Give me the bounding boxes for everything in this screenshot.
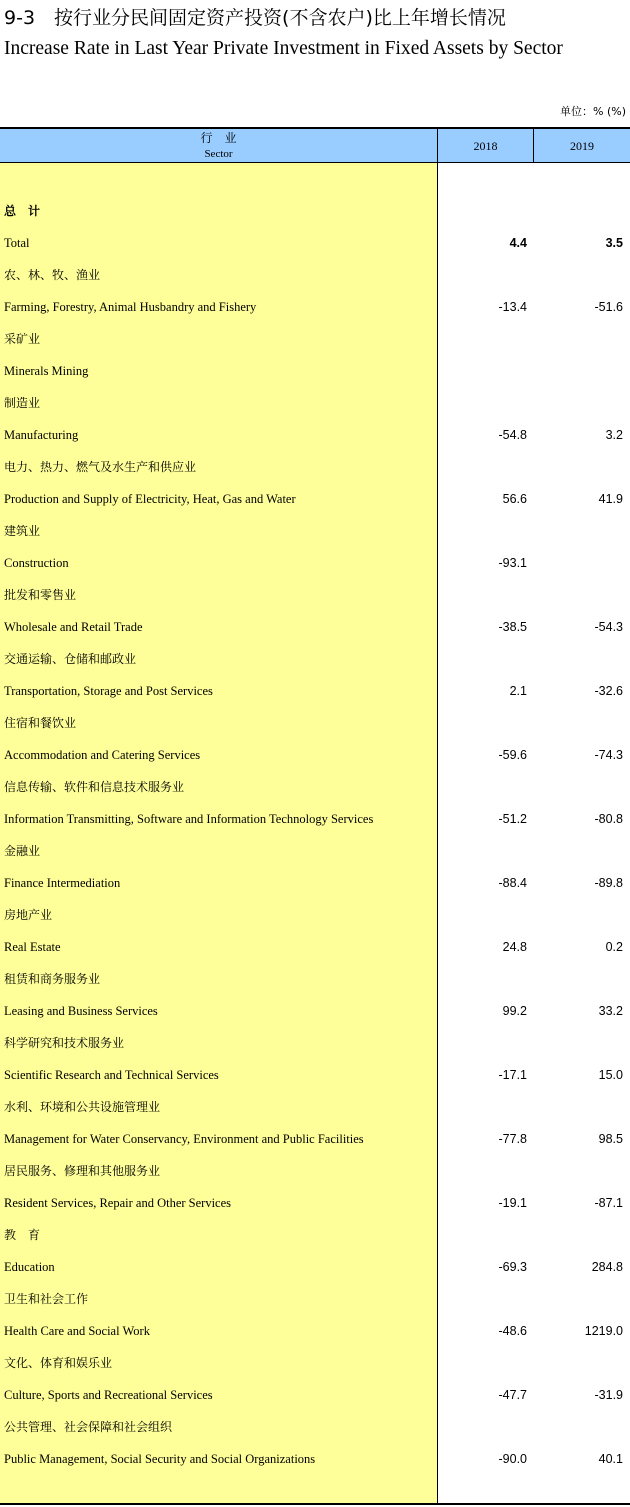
sector-name-cn: 批发和零售业	[4, 588, 77, 602]
table-row-cn	[0, 1411, 630, 1443]
sector-name-cn: 水利、环境和公共设施管理业	[4, 1100, 161, 1114]
value-2018: 4.4	[509, 236, 527, 250]
value-2019: 0.2	[605, 940, 623, 954]
sector-name-en: Management for Water Conservancy, Environment and Public Facilities	[4, 1132, 364, 1146]
value-2019: 40.1	[598, 1452, 623, 1466]
value-2019: -51.6	[594, 300, 623, 314]
sector-name-en: Farming, Forestry, Animal Husbandry and Fishery	[4, 300, 257, 314]
value-2019: 1219.0	[584, 1324, 623, 1338]
table-row-cn	[0, 1091, 630, 1123]
sector-name-en: Accommodation and Catering Services	[4, 748, 201, 762]
table-row	[0, 1187, 630, 1219]
table-row	[0, 995, 630, 1027]
sector-name-en: Public Management, Social Security and Social Organizations	[4, 1452, 316, 1466]
sector-name-en: Leasing and Business Services	[4, 1004, 158, 1018]
table-row-cn	[0, 1219, 630, 1251]
header-year-2018: 2018	[473, 139, 498, 153]
value-2019: 33.2	[598, 1004, 623, 1018]
sector-name-cn: 交通运输、仓储和邮政业	[4, 652, 137, 666]
sector-name-cn: 文化、体育和娱乐业	[4, 1356, 113, 1370]
value-2019: 15.0	[598, 1068, 623, 1082]
sector-name-cn: 信息传输、软件和信息技术服务业	[4, 780, 185, 794]
sector-name-en: Scientific Research and Technical Services	[4, 1068, 219, 1082]
table-row	[0, 739, 630, 771]
value-2018: -13.4	[498, 300, 527, 314]
table-row	[0, 931, 630, 963]
value-2019: 3.2	[605, 428, 623, 442]
sector-name-en: Real Estate	[4, 940, 61, 954]
table-row-cn	[0, 1155, 630, 1187]
table-row	[0, 803, 630, 835]
table-row	[0, 227, 630, 259]
sector-name-en: Finance Intermediation	[4, 876, 121, 890]
sector-name-cn: 教 育	[4, 1228, 41, 1242]
table-row-cn	[0, 451, 630, 483]
value-2018: -77.8	[498, 1132, 527, 1146]
sector-name-cn: 居民服务、修理和其他服务业	[4, 1164, 161, 1178]
value-2018: 56.6	[502, 492, 527, 506]
table-header	[0, 129, 630, 163]
table-row-cn	[0, 643, 630, 675]
table-row-cn	[0, 579, 630, 611]
sector-name-en: Resident Services, Repair and Other Services	[4, 1196, 232, 1210]
table-row	[0, 355, 630, 387]
value-2018: -51.2	[498, 812, 527, 826]
value-2018: 24.8	[502, 940, 527, 954]
value-2018: -88.4	[498, 876, 527, 890]
table-row-cn	[0, 1283, 630, 1315]
sector-name-cn: 建筑业	[4, 524, 41, 538]
table-row-cn	[0, 963, 630, 995]
sector-name-cn: 金融业	[4, 844, 41, 858]
sector-name-cn: 农、林、牧、渔业	[4, 268, 101, 282]
sector-name-en: Health Care and Social Work	[4, 1324, 150, 1338]
sector-name-en: Construction	[4, 556, 69, 570]
sector-name-cn: 公共管理、社会保障和社会组织	[4, 1420, 173, 1434]
table-row	[0, 867, 630, 899]
value-2018: -54.8	[498, 428, 527, 442]
sector-name-en: Total	[4, 236, 30, 250]
value-2019: -87.1	[594, 1196, 623, 1210]
value-2019: -89.8	[594, 876, 623, 890]
value-2018: -69.3	[498, 1260, 527, 1274]
sector-name-cn: 电力、热力、燃气及水生产和供应业	[4, 460, 197, 474]
header-sector-cn: 行 业	[200, 131, 237, 145]
table-row-cn	[0, 1027, 630, 1059]
data-table	[0, 127, 630, 1506]
sector-name-cn: 总 计	[4, 204, 41, 218]
sector-name-cn: 租赁和商务服务业	[4, 972, 101, 986]
table-row-cn	[0, 195, 630, 227]
table-row-cn	[0, 771, 630, 803]
table-row	[0, 1315, 630, 1347]
value-2019: -74.3	[594, 748, 623, 762]
value-2019: 284.8	[591, 1260, 623, 1274]
value-2019: 98.5	[598, 1132, 623, 1146]
value-2018: 2.1	[509, 684, 527, 698]
table-row	[0, 1123, 630, 1155]
value-2018: -17.1	[498, 1068, 527, 1082]
sector-name-en: Production and Supply of Electricity, Heat, Gas and Water	[4, 492, 296, 506]
unit-label: 单位：% (%)	[560, 105, 626, 118]
sector-name-en: Transportation, Storage and Post Services	[4, 684, 213, 698]
table-row	[0, 1443, 630, 1475]
sector-name-en: Wholesale and Retail Trade	[4, 620, 143, 634]
value-2018: -48.6	[498, 1324, 527, 1338]
value-2018: -90.0	[498, 1452, 527, 1466]
sector-name-cn: 制造业	[4, 396, 41, 410]
sector-name-en: Education	[4, 1260, 55, 1274]
table-row	[0, 483, 630, 515]
table-row-cn	[0, 515, 630, 547]
sector-name-cn: 采矿业	[4, 332, 41, 346]
value-2019: -54.3	[594, 620, 623, 634]
table-row-cn	[0, 835, 630, 867]
header-sector	[0, 129, 437, 163]
value-2018: -93.1	[498, 556, 527, 570]
sector-name-cn: 房地产业	[4, 908, 53, 922]
table-row-cn	[0, 259, 630, 291]
sector-name-cn: 科学研究和技术服务业	[4, 1036, 125, 1050]
value-2018: -59.6	[498, 748, 527, 762]
table-row	[0, 611, 630, 643]
value-2019: 3.5	[605, 236, 623, 250]
table-row	[0, 1379, 630, 1411]
table-row	[0, 547, 630, 579]
value-2018: -38.5	[498, 620, 527, 634]
table-row-cn	[0, 323, 630, 355]
table-title-english: Increase Rate in Last Year Private Investment in Fixed Assets by Sector	[4, 38, 563, 59]
header-sector-en: Sector	[204, 148, 233, 160]
sector-name-en: Minerals Mining	[4, 364, 89, 378]
value-2018: -47.7	[498, 1388, 527, 1402]
table-row	[0, 291, 630, 323]
table-row-cn	[0, 899, 630, 931]
value-2019: -80.8	[594, 812, 623, 826]
table-row	[0, 1251, 630, 1283]
header-year-2019: 2019	[570, 139, 594, 153]
sector-name-en: Information Transmitting, Software and Information Technology Services	[4, 812, 374, 826]
value-2018: -19.1	[498, 1196, 527, 1210]
sector-name-cn: 住宿和餐饮业	[4, 716, 77, 730]
table-row	[0, 675, 630, 707]
table-row	[0, 1059, 630, 1091]
sector-name-en: Culture, Sports and Recreational Services	[4, 1388, 213, 1402]
value-2019: 41.9	[598, 492, 623, 506]
table-row	[0, 419, 630, 451]
table-title-chinese: 9-3 按行业分民间固定资产投资(不含农户)比上年增长情况	[4, 7, 506, 29]
table-row-cn	[0, 1347, 630, 1379]
value-2018: 99.2	[502, 1004, 527, 1018]
value-2019: -32.6	[594, 684, 623, 698]
sector-name-en: Manufacturing	[4, 428, 79, 442]
table-row-cn	[0, 707, 630, 739]
table-row-cn	[0, 387, 630, 419]
sector-name-cn: 卫生和社会工作	[4, 1292, 89, 1306]
year-divider	[533, 129, 534, 163]
value-2019: -31.9	[594, 1388, 623, 1402]
bottom-rule	[0, 1503, 630, 1505]
